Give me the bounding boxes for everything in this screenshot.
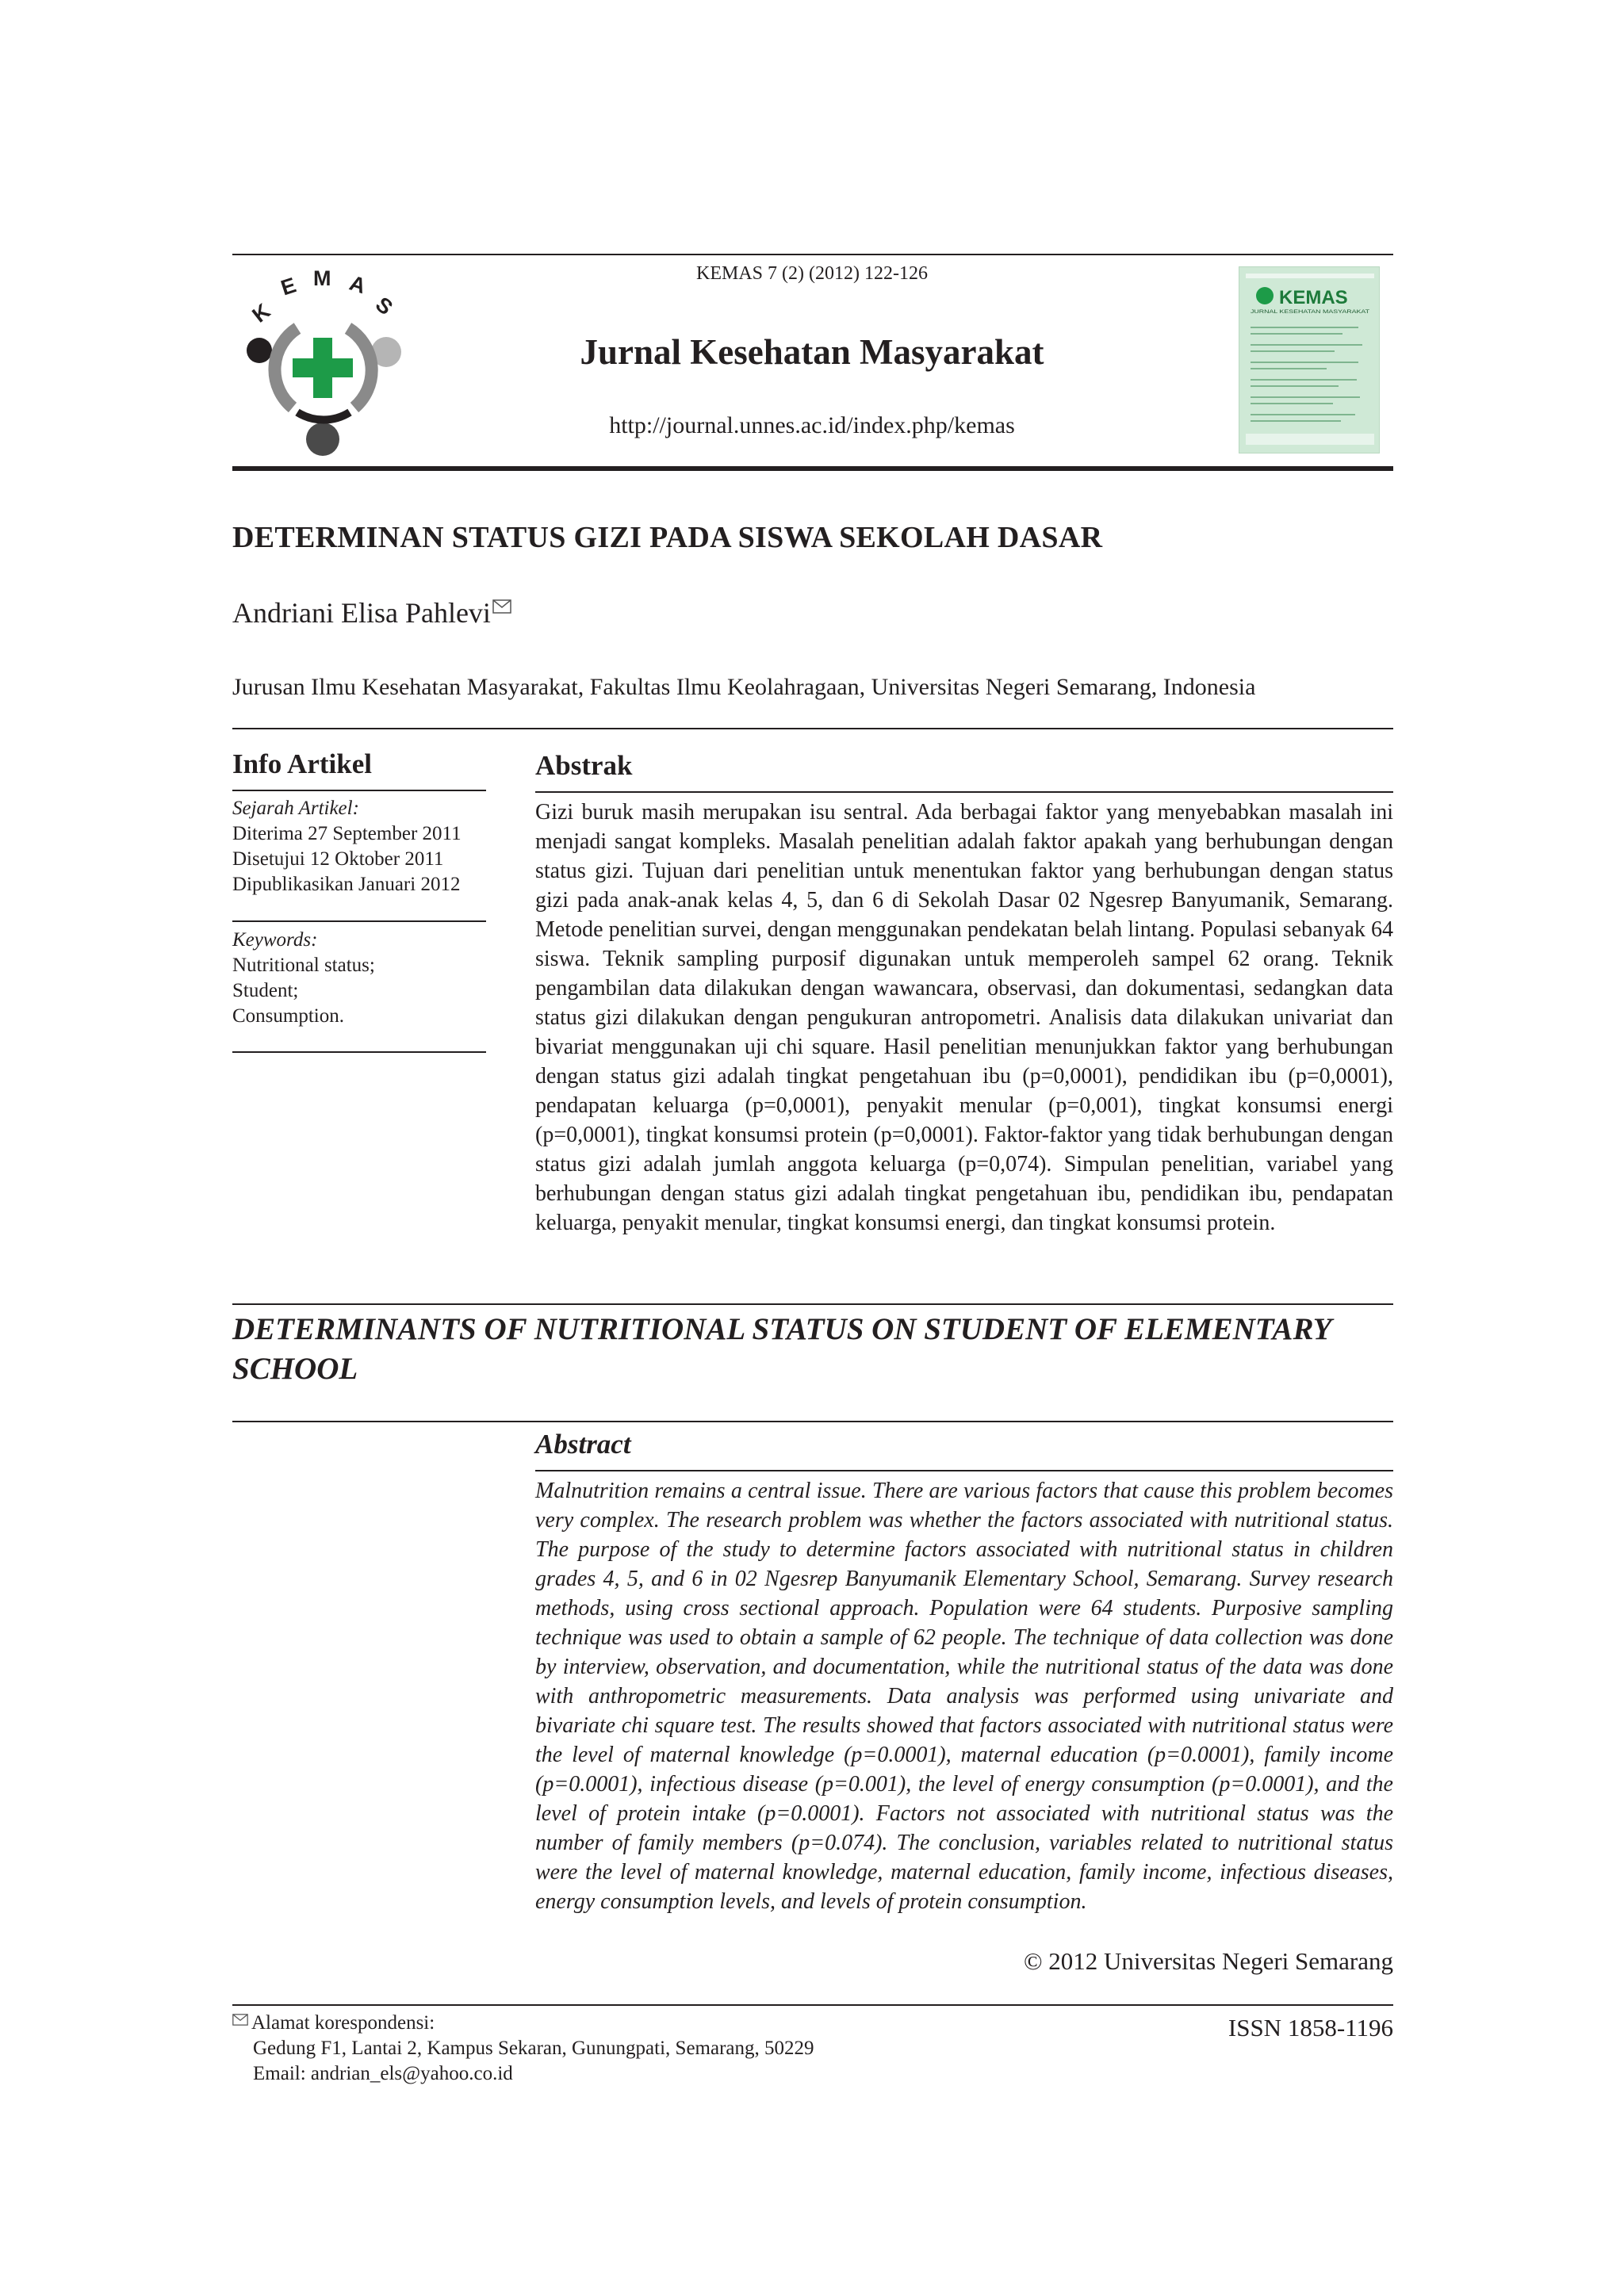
journal-title: Jurnal Kesehatan Masyarakat <box>580 332 1044 372</box>
date-published: Dipublikasikan Januari 2012 <box>232 874 461 895</box>
info-bottom-rule <box>232 1051 486 1053</box>
article-title: DETERMINAN STATUS GIZI PADA SISWA SEKOLAH DASAR <box>232 521 1103 554</box>
cover-bottom-band <box>1246 434 1374 445</box>
author-line <box>232 596 511 629</box>
cover-top-band <box>1246 274 1374 278</box>
abstrak-text: Gizi buruk masih merupakan isu sentral. Ada berbagai faktor yang menyebabkan masalah ini menjadi sangat kompleks. Masalah penelitian adalah faktor apakah yang berhubungan dengan status gizi. Tujuan dari penelitian untuk menentukan faktor yang berhubungan dengan status gizi pada anak-anak kelas 4, 5, dan 6 di Sekolah Dasar 02 Ngesrep Banyumanik, Semarang. Metode penelitian survei, dengan menggunakan pendekatan belah lintang. Populasi sebanyak 64 siswa. Teknik sampling purposif digunakan untuk memperoleh sampel 62 orang. Teknik pengambilan data dilakukan dengan wawancara, observasi, dan dokumentasi, sedangkan data status gizi dilakukan dengan pengukuran antropometri. Analisis data dilakukan univariat dan bivariat menggunakan uji chi square. Hasil penelitian menunjukkan faktor yang berhubungan dengan status gizi adalah tingkat pengetahuan ibu (p=0,0001), pendidikan ibu (p=0,0001), pendapatan keluarga (p=0,0001), penyakit menular (p=0,001), tingkat konsumsi energi (p=0,0001), tingkat konsumsi protein (p=0,0001). Faktor-faktor yang tidak berhubungan dengan status gizi adalah jumlah anggota keluarga (p=0,074). Simpulan penelitian, variabel yang berhubungan dengan status gizi adalah tingkat pengetahuan ibu, pendidikan ibu, pendapatan keluarga, penyakit menular, tingkat konsumsi energi, dan tingkat konsumsi protein. <box>535 800 1393 1235</box>
correspondence-label: Alamat korespondensi: <box>251 2012 435 2034</box>
keyword-item: Consumption. <box>232 1005 344 1027</box>
journal-url[interactable]: http://journal.unnes.ac.id/index.php/kemas <box>609 412 1015 438</box>
title-divider <box>232 728 1393 729</box>
date-received: Diterima 27 September 2011 <box>232 823 462 844</box>
english-title: DETERMINANTS OF NUTRITIONAL STATUS ON STUDENT OF ELEMENTARY SCHOOL <box>232 1312 1331 1386</box>
logo-letter-m: M <box>313 266 331 290</box>
logo-letter-s: S <box>370 292 397 320</box>
issn-number: ISSN 1858-1196 <box>1228 2014 1393 2042</box>
author-affiliation: Jurusan Ilmu Kesehatan Masyarakat, Fakultas Ilmu Keolahragaan, Universitas Negeri Semarang, Indonesia <box>232 674 1256 700</box>
abstract-heading: Abstract <box>535 1429 631 1460</box>
abstrak-heading-rule <box>535 791 1393 793</box>
keyword-item: Student; <box>232 980 299 1001</box>
logo-letter-e: E <box>278 273 299 300</box>
header-bottom-rule <box>232 466 1393 471</box>
article-history <box>232 796 486 897</box>
correspondence-address: Gedung F1, Lantai 2, Kampus Sekaran, Gunungpati, Semarang, 50229 <box>253 2038 814 2059</box>
journal-citation: KEMAS 7 (2) (2012) 122-126 <box>696 263 928 284</box>
abstrak-heading: Abstrak <box>535 750 633 781</box>
info-heading-rule <box>232 790 486 791</box>
logo-letter-k: K <box>247 299 275 327</box>
copyright-notice: © 2012 Universitas Negeri Semarang <box>1023 1947 1393 1975</box>
date-approved: Disetujui 12 Oktober 2011 <box>232 848 444 870</box>
abstract-heading-rule <box>535 1470 1393 1471</box>
cover-subtitle: JURNAL KESEHATAN MASYARAKAT <box>1251 310 1370 315</box>
keywords-label: Keywords: <box>232 929 318 951</box>
logo-letter-a: A <box>347 270 369 299</box>
author-name: Andriani Elisa Pahlevi <box>232 597 491 629</box>
info-artikel-heading: Info Artikel <box>232 748 372 779</box>
correspondence-label-line <box>232 2011 814 2036</box>
english-title-rule <box>232 1421 1393 1422</box>
info-mid-rule <box>232 920 486 922</box>
cover-title: KEMAS <box>1279 287 1348 308</box>
cover-logo-mark <box>1256 287 1274 304</box>
keyword-item: Nutritional status; <box>232 955 375 976</box>
journal-cover-thumbnail <box>1239 266 1380 453</box>
header-top-rule <box>232 254 1393 255</box>
keywords-block <box>232 928 486 1029</box>
history-label: Sejarah Artikel: <box>232 798 359 819</box>
envelope-icon <box>232 2014 248 2026</box>
envelope-icon <box>492 599 511 614</box>
abstract-text: Malnutrition remains a central issue. There are various factors that cause this problem becomes very complex. The research problem was whether the factors associated with nutritional status. The purpose of the study to determine factors associated with nutritional status in children grades 4, 5, and 6 in 02 Ngesrep Banyumanik Elementary School, Semarang. Survey research methods, using cross sectional approach. Population were 64 students. Purposive sampling technique was used to obtain a sample of 62 people. The technique of data collection was done by interview, observation, and documentation, while the nutritional status of the data was done with anthropometric measurements. Data analysis was performed using univariate and bivariate chi square test. The results showed that factors associated with nutritional status were the level of maternal knowledge (p=0.0001), maternal education (p=0.0001), family income (p=0.0001), infectious disease (p=0.001), the level of energy consumption (p=0.0001), and the level of protein intake (p=0.0001). Factors not associated with nutritional status was the number of family members (p=0.074). The conclusion, variables related to nutritional status were the level of maternal knowledge, maternal education, family income, infectious diseases, energy consumption levels, and levels of protein consumption. <box>535 1479 1393 1914</box>
correspondence-block <box>232 2011 814 2087</box>
abstrak-bottom-rule <box>232 1303 1393 1305</box>
footer-rule <box>232 2004 1393 2006</box>
correspondence-email: Email: andrian_els@yahoo.co.id <box>253 2063 513 2084</box>
